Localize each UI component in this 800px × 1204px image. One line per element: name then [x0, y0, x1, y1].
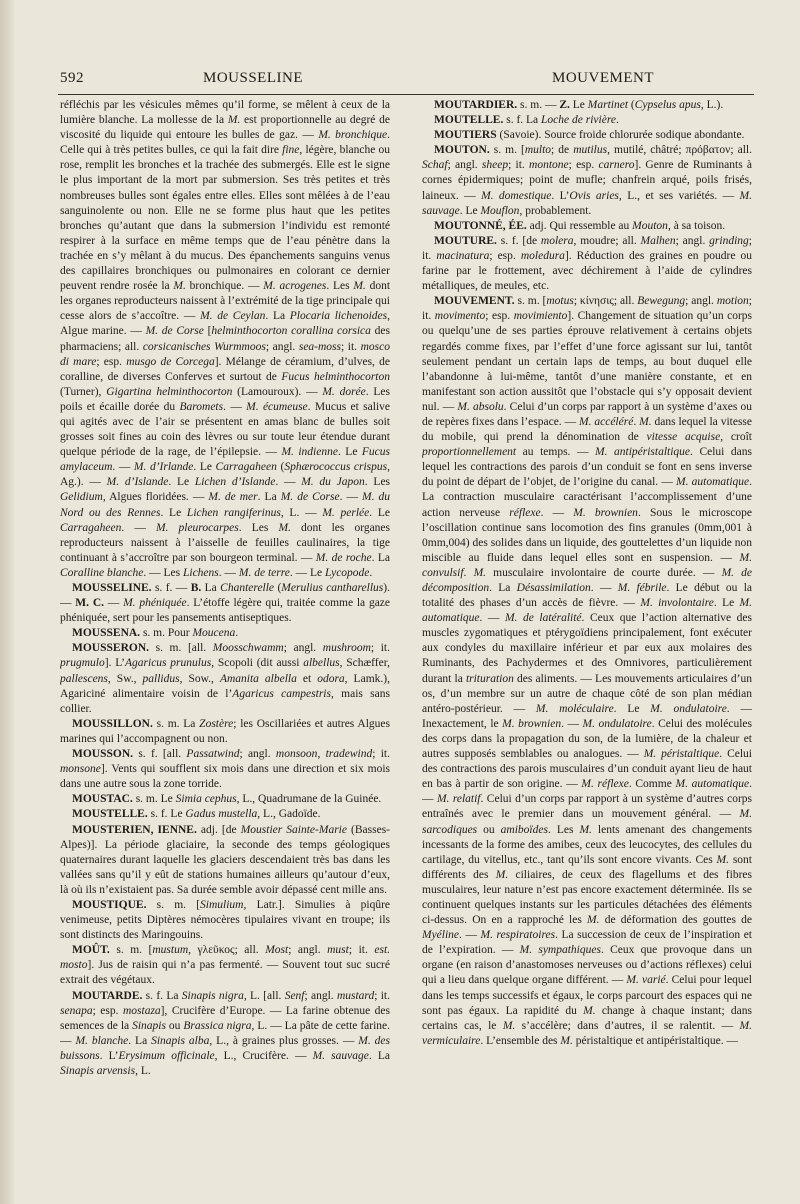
dictionary-entry: MOUTELLE. s. f. La Loche de rivière. — [434, 114, 619, 127]
dictionary-entry: MOUSSILLON. s. m. La Zostère; les Oscillariées et autres Algues marines qui l’accompagnent ou non. — [60, 717, 390, 745]
dictionary-entry: MOUSTIQUE. s. m. [Simulium, Latr.]. Simulies à piqûre venimeuse, petits Diptères némocères tipulaires vivant en troupe; ils sont distincts des Maringouins. — [60, 898, 390, 942]
dictionary-entry: MOUTON. s. m. [multo; de mutilus, mutilé, châtré; πρόβατον; all. Schaf; angl. sheep; it. montone; esp. carnero]. Genre de Ruminants à cornes épidermiques; point de mufle; chanfrein arqué, poils frisés, laineux. — M. domestique. L’Ovis aries, L., et ses variétés. — M. sauvage. Le Mouflon, probablement. — [422, 144, 752, 217]
dictionary-entry: réfléchis par les vésicules mêmes qu’il forme, se mêlent à ceux de la lumière blanche. La mollesse de la M. est proportionnelle au degré de viscosité du liquide qui entoure les bulles de gaz. — M. bronchique. Celle qui à très petites bulles, ce qui la fait dire fine, légère, blanche ou rose, remplit les bronches et la trachée des submergés. Elle est le signe le plus important de la mort par submersion. Ses très petites et très nombreuses bulles sont égales entre elles. Elles sont mêlées à de l’eau sanguinolente ou non. Elle ne se forme plus haut que les petites bronches qu’autant que dans la submersion l’individu est remonté respirer à la surface en même temps que de l’eau pénètre dans la trachée en s’y mêlant à du mucus. Des épanchements sanguins venus des capillaires bronchiques ou pulmonaires en colorant ce dernier peuvent rendre rosée la M. bronchique. — M. acrogenes. Les M. dont les organes reproducteurs naissent à l’extrémité de la tige principale qui cesse alors de s’accoître. — M. de Ceylan. La Plocaria lichenoides, Algue marine. — M. de Corse [helminthocorton corallina corsica des pharmaciens; all. corsicanisches Wurmmoos; angl. sea-moss; it. mosco di mare; esp. musgo de Corcega]. Mélange de céramium, d’ulves, de coralline, de diverses Conferves et surtout de Fucus helminthocorton (Turner), Gigartina helminthocorton (Lamouroux). — M. dorée. Les poils et écaille dorée du Baromets. — M. écumeuse. Mucus et salive qui agités avec de l’air se présentent en amas blanc de bulles soit grosses soit fines au coin des lèvres ou sur toute leur étendue durant quelque période de la rage, de l’épilepsie. — M. indienne. Le Fucus amylaceum. — M. d’Irlande. Le Carragaheen (Sphærococcus crispus, Ag.). — M. d’Islande. Le Lichen d’Islande. — M. du Japon. Les Gelidium, Algues floridées. — M. de mer. La M. de Corse. — M. du Nord ou des Rennes. Le Lichen rangiferinus, L. — M. perlée. Le Carragaheen. — M. pleurocarpes. Les M. dont les organes reproducteurs naissent à l’aisselle de feuilles caulinaires, la tige continuant à s’accroître par son bourgeon terminal. — M. de roche. La Coralline blanche. — Les Lichens. — M. de terre. — Le Lycopode. — [60, 99, 390, 579]
dictionary-entry: MOUSTELLE. s. f. Le Gadus mustella, L., Gadoïde. — [72, 808, 321, 821]
page-gutter-shadow — [0, 0, 14, 1204]
running-header — [60, 70, 752, 92]
dictionary-entry: MOUSSON. s. f. [all. Passatwind; angl. monsoon, tradewind; it. monsone]. Vents qui soufflent six mois dans une direction et six mois dans une autre sous la zone torride. — [60, 748, 390, 791]
dictionary-entry: MOUTARDIER. s. m. — Z. Le Martinet (Cypselus apus, L.). — [434, 99, 724, 111]
dictionary-entry: MOUSSENA. s. m. Pour Moucena. — [72, 627, 239, 640]
dictionary-entry: MOUVEMENT. s. m. [motus; κίνησις; all. Bewegung; angl. motion; it. movimento; esp. movimiento]. Changement de situation qu’un corps ou quelqu’une de ses parties éprouve relativement à certains objets regardés comme fixes, par l’effet d’une force agissant sur lui, tantôt seulement pendant un certain laps de temps, au bout duquel elle l’abandonne à lui-même, tantôt d’une manière constante, et en manifestant son action aussitôt que l’obstacle qui s’y opposait devient nul. — M. absolu. Celui d’un corps par rapport à un système d’axes ou de repères fixes dans l’espace. — M. accéléré. M. dans lequel la vitesse du mobile, qui prend la dénomination de vitesse acquise, croît proportionnellement au temps. — M. antipéristaltique. Celui dans lequel les contractions des parois d’un conduit se font en sens inverse du point de départ de l’objet, de l’origine du canal. — M. automatique. La contraction musculaire caractérisant l’accomplissement d’une action nerveuse réflexe. — M. brownien. Sous le microscope l’oscillation continue sans locomotion des fins granules (0mm,001 à 0mm,004) des solides dans un liquide, des gouttelettes d’un liquide non miscible au fluide dans lequel elles sont en suspension. — M. convulsif. M. musculaire involontaire de courte durée. — M. de décomposition. La Désassimilation. — M. fébrile. Le début ou la totalité des phases d’un accès de fièvre. — M. involontaire. Le M. automatique. — M. de latéralité. Ceux que l’action alternative des muscles zygomatiques et ptérygoïdiens principalement, font exécuter aux condyles du maxillaire inférieur et par eux aux molaires des Ruminants, des Pachydermes et des Omnivores, particulièrement durant la trituration des aliments. — Les mouvements articulaires d’un os, d’un membre sur un autre de chaque côté de son plan médian antéro-postérieur. — M. moléculaire. Le M. ondulatoire. — Inexactement, le M. brownien. — M. ondulatoire. Celui des molécules des corps dans la propagation du son, de la lumière, de la chaleur et autres supposés semblables ou analogues. — M. péristaltique. Celui des contractions des parois musculaires d’un conduit ayant lieu de haut en bas à partir de son origine. — M. réflexe. Comme M. automatique. — M. relatif. Celui d’un corps par rapport à un système d’autres corps entraînés avec le premier dans un mouvement général. — M. sarcodiques ou amiboïdes. Les M. lents amenant des changements incessants de la forme des amibes, ceux des leucocytes, des cellules du cartilage, du vitellus, etc., tant qu’ils sont encore vivants. Ces M. sont différents des M. ciliaires, de ceux des flagellums et des fibres musculaires, leur nature n’est pas encore exactement déterminée. Ils se continuent quelques instants sur les particules détachées des éléments ci-dessus. On en a rapproché les M. de déformation des gouttes de Myéline. — M. respiratoires. La succession de ceux de l’inspiration et de l’expiration. — M. sympathiques. Ceux que provoque dans un organe (en raison d’anastomoses nerveuses ou d’actions réflexes) celui qui a lieu dans quelque organe différent. — M. varié. Celui pour lequel dans les temps successifs et égaux, le corps parcourt des espaces qui ne sont pas égaux. La rapidité du M. change à chaque instant; dans certains cas, le M. s’accélère; dans d’autres, il se ralentit. — M. vermiculaire. L’ensemble des M. péristaltique et antipéristaltique. — — [422, 295, 752, 1047]
left-column — [60, 98, 390, 1168]
dictionary-entry: MOUSTAC. s. m. Le Simia cephus, L., Quadrumane de la Guinée. — [72, 793, 382, 806]
dictionary-entry: MOUTIERS (Savoie). Source froide chlorurée sodique abondante. — [434, 129, 745, 142]
dictionary-entry: MOUSSERON. s. m. [all. Moosschwamm; angl. mushroom; it. prugmulo]. L’Agaricus prunulus, Scopoli (dit aussi albellus, Schæffer, pallescens, Sw., pallidus, Sow., Amanita albella et odora, Lamk.), Agariciné alimentaire voisin de l’Agaricus campestris, mais sans collier. — [60, 642, 390, 715]
dictionary-entry: MOUSTERIEN, IENNE. adj. [de Moustier Sainte-Marie (Basses-Alpes)]. La période glaciaire, la seconde des temps géologiques quaternaires durant laquelle les glaciers descendaient très bas dans les vallées sans qu’il y eût de stations humaines ailleurs qu’autour d’eux, là où ils n’existaient pas. Sa durée semble avoir dépassé cent mille ans. — [60, 823, 390, 896]
dictionary-entry: MOUTARDE. s. f. La Sinapis nigra, L. [all. Senf; angl. mustard; it. senapa; esp. mostaza], Crucifère d’Europe. — La farine obtenue des semences de la Sinapis ou Brassica nigra, L. — La pâte de cette farine. — M. blanche. La Sinapis alba, L., à graines plus grosses. — M. des buissons. L’Erysimum officinale, L., Crucifère. — M. sauvage. La Sinapis arvensis, L. — [60, 989, 390, 1077]
dictionary-entry: MOUTONNÉ, ÉE. adj. Qui ressemble au Mouton, à sa toison. — [434, 219, 726, 232]
page-number: 592 — [60, 70, 84, 86]
header-rule — [58, 94, 754, 95]
dictionary-entry: MOÛT. s. m. [mustum, γλεῦκος; all. Most; angl. must; it. est. mosto]. Jus de raisin qui n’a pas fermenté. — Souvent tout suc sucré extrait des végétaux. — [60, 944, 390, 987]
dictionary-entry: MOUTURE. s. f. [de molera, moudre; all. Malhen; angl. grinding; it. macinatura; esp. moledura]. Réduction des graines en poudre ou farine par le frottement, avec déchirement à l’aide de cylindres métalliques, de meules, etc. — [422, 234, 752, 293]
right-running-head: MOUVEMENT — [552, 70, 654, 86]
left-running-head: MOUSSELINE — [203, 70, 304, 86]
right-column — [422, 98, 752, 1168]
dictionary-entry: MOUSSELINE. s. f. — B. La Chanterelle (Merulius cantharellus). — M. C. — M. phéniquée. L’étoffe légère qui, traitée comme la gaze phéniquée, sert pour les pansements antiseptiques. — [60, 582, 390, 625]
